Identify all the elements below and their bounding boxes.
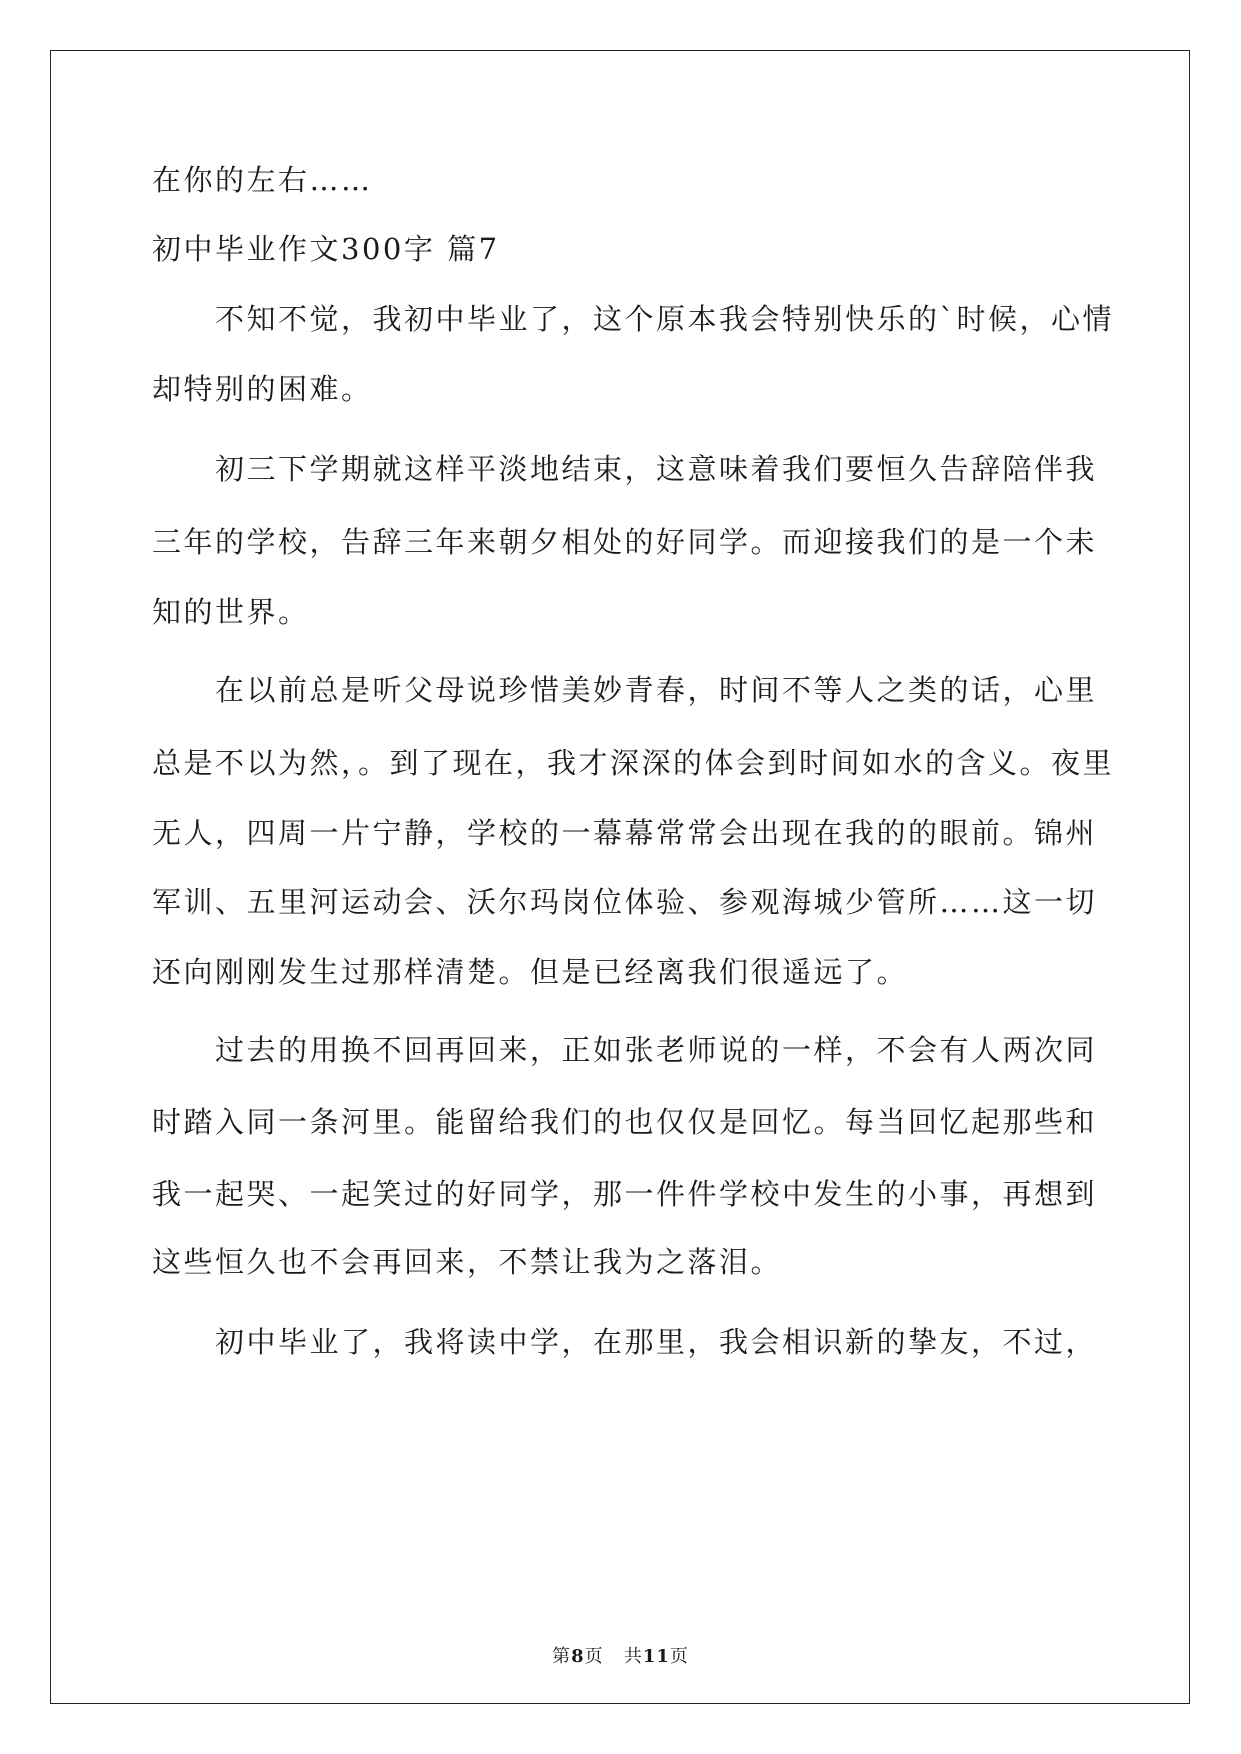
section-heading: 初中毕业作文300字 篇7 [152,232,500,266]
paragraph-line: 军训、五里河运动会、沃尔玛岗位体验、参观海城少管所……这一切 [152,885,1098,919]
total-pages: 11 [642,1646,670,1667]
paragraph-line: 无人，四周一片宁静，学校的一幕幕常常会出现在我的的眼前。锦州 [152,816,1098,850]
paragraph-line: 却特别的困难。 [152,372,373,406]
paragraph-line: 初三下学期就这样平淡地结束，这意味着我们要恒久告辞陪伴我 [215,452,1098,486]
page-prefix: 第 [552,1646,572,1667]
paragraph-line: 过去的用换不回再回来，正如张老师说的一样，不会有人两次同 [215,1033,1098,1067]
total-prefix: 共 [623,1646,643,1667]
paragraph-line: 我一起哭、一起笑过的好同学，那一件件学校中发生的小事，再想到 [152,1177,1098,1211]
paragraph-line: 还向刚刚发生过那样清楚。但是已经离我们很遥远了。 [152,955,909,989]
paragraph-line: 这些恒久也不会再回来，不禁让我为之落泪。 [152,1245,783,1279]
page-footer [0,1645,1241,1669]
paragraph-line: 初中毕业了，我将读中学，在那里，我会相识新的挚友，不过， [215,1325,1098,1359]
paragraph-line: 总是不以为然，。到了现在，我才深深的体会到时间如水的含义。夜里 [152,746,1115,780]
paragraph-line: 不知不觉，我初中毕业了，这个原本我会特别快乐的`时候，心情 [215,302,1115,336]
paragraph-line: 知的世界。 [152,595,310,629]
paragraph-line: 时踏入同一条河里。能留给我们的也仅仅是回忆。每当回忆起那些和 [152,1105,1098,1139]
paragraph-line: 在以前总是听父母说珍惜美妙青春，时间不等人之类的话，心里 [215,673,1098,707]
total-suffix: 页 [669,1646,689,1667]
text-line: 在你的左右…… [152,163,373,197]
paragraph-line: 三年的学校，告辞三年来朝夕相处的好同学。而迎接我们的是一个未 [152,525,1098,559]
page-number: 8 [571,1646,585,1667]
page-suffix: 页 [584,1646,604,1667]
